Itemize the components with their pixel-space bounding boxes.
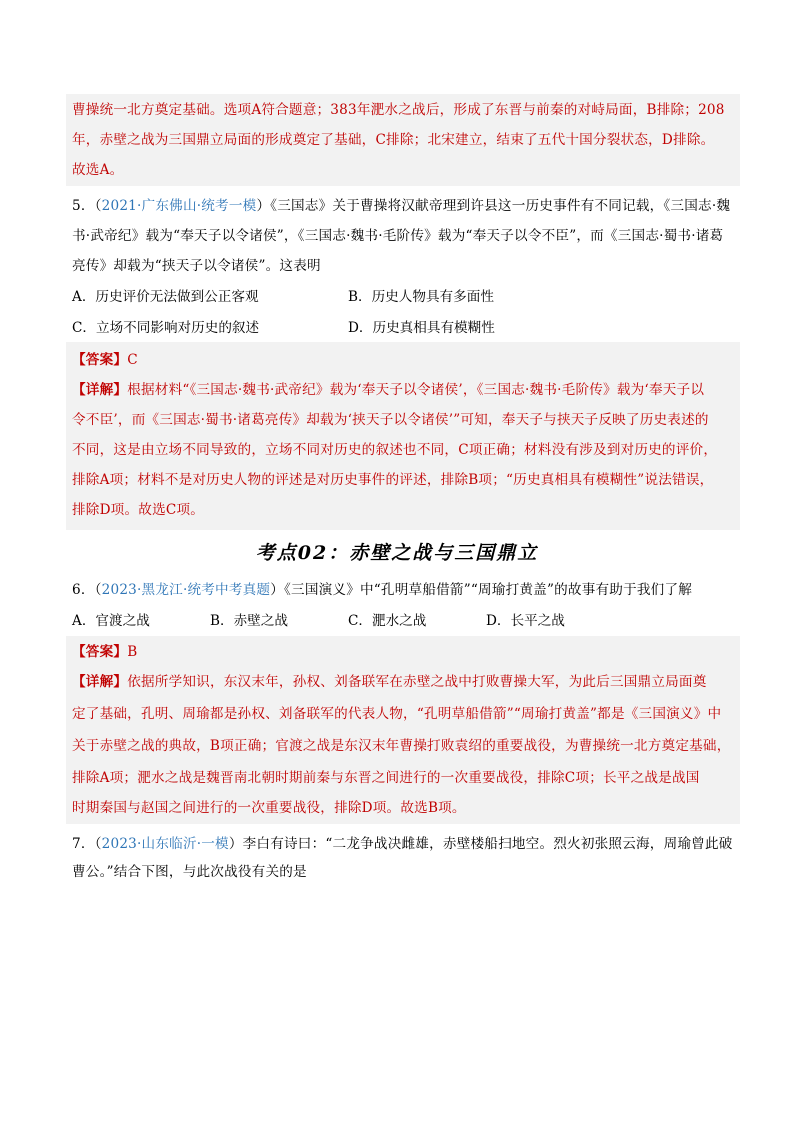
q6-answer <box>72 642 137 662</box>
q5-detail-line-4: 排除A项；材料不是对历史人物的评述是对历史事件的评述，排除B项；“历史真相具有模糊性”说法错误， <box>72 472 714 488</box>
q5-stem-line-1 <box>72 196 730 216</box>
q6-option-d: D．长平之战 <box>486 613 565 629</box>
q6-number: 6．（ <box>72 582 102 598</box>
q4-explanation-line-3: 故选A。 <box>72 162 124 178</box>
q6-detail-line-5: 时期秦国与赵国之间进行的一次重要战役，排除D项。故选B项。 <box>72 800 466 816</box>
q5-detail-line-5: 排除D项。故选C项。 <box>72 502 205 518</box>
q5-stem-text-1: ）《三国志》关于曹操将汉献帝理到许县这一历史事件有不同记载，《三国志·魏 <box>256 198 731 214</box>
q6-detail-line-1 <box>72 672 707 692</box>
q4-explanation-line-1: 曹操统一北方奠定基础。选项A符合题意；383年淝水之战后，形成了东晋与前秦的对峙局面，B排除；208 <box>72 102 725 118</box>
q6-detail-line-3: 关于赤壁之战的典故，B项正确；官渡之战是东汉末年曹操打败袁绍的重要战役，为曹操统一北方奠定基础， <box>72 738 731 754</box>
q5-answer <box>72 350 138 370</box>
q6-detail-line-2: 定了基础，孔明、周瑜都是孙权、刘备联军的代表人物，“孔明草船借箭”“周瑜打黄盖”都是《三国演义》中 <box>72 706 722 722</box>
q5-detail-line-3: 不同，这是由立场不同导致的，立场不同对历史的叙述也不同，C项正确；材料没有涉及到对历史的评价， <box>72 442 718 458</box>
q6-option-a: A．官渡之战 <box>72 613 150 629</box>
q5-detail-line-1 <box>72 380 704 400</box>
q5-source: 2021·广东佛山·统考一模 <box>101 198 257 214</box>
q7-stem-text-1: ）李白有诗曰：“二龙争战决雌雄，赤壁楼船扫地空。烈火初张照云海，周瑜曾此破 <box>228 836 733 852</box>
q5-option-a: A．历史评价无法做到公正客观 <box>72 289 259 305</box>
q6-option-c: C．淝水之战 <box>348 613 427 629</box>
q5-stem-line-2: 书·武帝纪》载为“奉天子以令诸侯”，《三国志·魏书·毛阶传》载为“奉天子以令不臣”，而《三国志·蜀书·诸葛 <box>72 228 724 244</box>
q5-option-c: C．立场不同影响对历史的叙述 <box>72 320 260 336</box>
q7-stem-line-1 <box>72 834 733 854</box>
q6-detail-text-1: 依据所学知识，东汉末年，孙权、刘备联军在赤壁之战中打败曹操大军，为此后三国鼎立局面奠 <box>127 674 707 690</box>
q5-number: 5．（ <box>72 198 102 214</box>
q5-detail-text-1: 根据材料“《三国志·魏书·武帝纪》载为‘奉天子以令诸侯’，《三国志·魏书·毛阶传》载为‘奉天子以 <box>127 382 705 398</box>
q6-stem-text: ）《三国演义》中“孔明草船借箭”“周瑜打黄盖”的故事有助于我们了解 <box>270 582 693 598</box>
q6-option-b: B．赤壁之战 <box>210 613 288 629</box>
q7-source: 2023·山东临沂·一模 <box>101 836 229 852</box>
q5-detail-label: 【详解】 <box>72 382 128 398</box>
q6-detail-line-4: 排除A项；淝水之战是魏晋南北朝时期前秦与东晋之间进行的一次重要战役，排除C项；长平之战是战国 <box>72 770 700 786</box>
q6-source: 2023·黑龙江·统考中考真题 <box>101 582 271 598</box>
q5-answer-label: 【答案】 <box>72 352 128 368</box>
q5-stem-line-3: 亮传》却载为“挟天子以令诸侯”。这表明 <box>72 258 321 274</box>
q5-option-b: B．历史人物具有多面性 <box>348 289 494 305</box>
q5-answer-value: C <box>127 352 138 368</box>
q4-explanation-line-2: 年，赤壁之战为三国鼎立局面的形成奠定了基础，C排除；北宋建立，结束了五代十国分裂状态，D排除。 <box>72 132 715 148</box>
q6-detail-label: 【详解】 <box>72 674 128 690</box>
q7-stem-line-2: 曹公。”结合下图，与此次战役有关的是 <box>72 864 307 880</box>
q6-answer-band <box>66 636 740 824</box>
q6-answer-label: 【答案】 <box>72 644 128 660</box>
q5-detail-line-2: 令不臣’，而《三国志·蜀书·诸葛亮传》却载为‘挟天子以令诸侯’”可知，奉天子与挟天子反映了历史表述的 <box>72 412 709 428</box>
q7-number: 7．（ <box>72 836 102 852</box>
q6-stem <box>72 580 692 600</box>
q6-answer-value: B <box>127 644 138 660</box>
section-heading: 考点02：赤壁之战与三国鼎立 <box>255 542 539 564</box>
q5-option-d: D．历史真相具有模糊性 <box>348 320 495 336</box>
